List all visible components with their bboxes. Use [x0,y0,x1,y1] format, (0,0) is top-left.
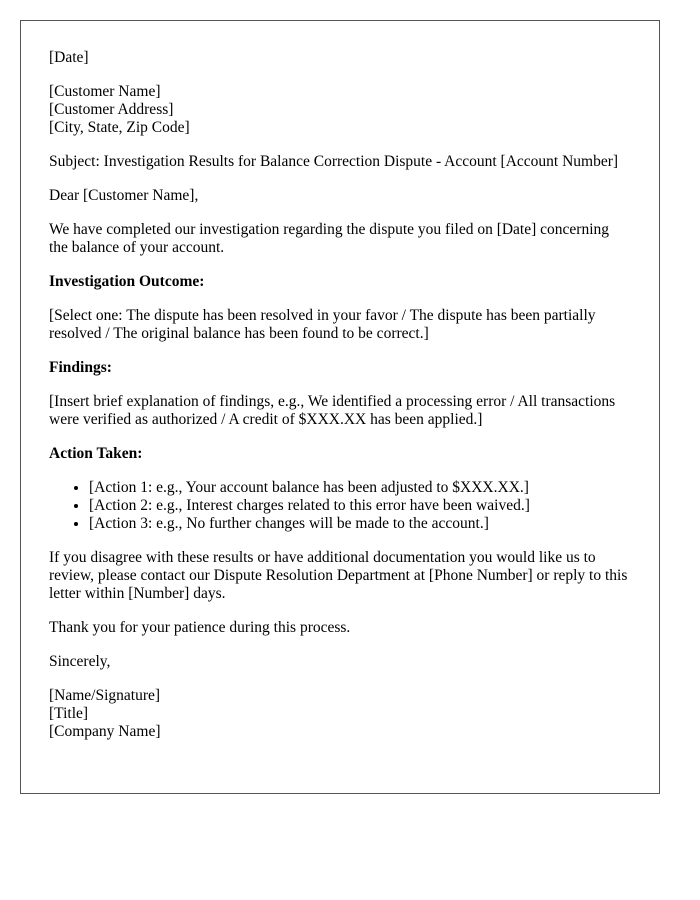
intro-paragraph: We have completed our investigation regarding the dispute you filed on [Date] concerning the balance of your account. [49,221,610,256]
letter-page [20,20,660,794]
disagree-paragraph: If you disagree with these results or have additional documentation you would like us to review, please contact our Dispute Resolution Department at [Phone Number] or reply to this letter within [Number] days. [49,549,628,602]
action-item: • [Action 3: e.g., No further changes will be made to the account.] [89,515,631,533]
recipient-block [49,83,631,137]
recipient-address: [Customer Address] [49,101,174,118]
action-item: • [Action 1: e.g., Your account balance has been adjusted to $XXX.XX.] [89,479,631,497]
findings-text: [Insert brief explanation of findings, e.g., We identified a processing error / All transactions were verified as authorized / A credit of $XXX.XX has been applied.] [49,393,616,428]
findings-heading: Findings: [49,359,112,376]
closing: Sincerely, [49,653,111,670]
signature-name: [Name/Signature] [49,687,161,704]
signature-title: [Title] [49,705,89,722]
action-item: • [Action 2: e.g., Interest charges related to this error have been waived.] [89,497,631,515]
salutation: Dear [Customer Name], [49,187,199,204]
letter-date: [Date] [49,49,89,66]
outcome-heading: Investigation Outcome: [49,273,205,290]
signature-company: [Company Name] [49,723,161,740]
actions-heading: Action Taken: [49,445,143,462]
thanks-paragraph: Thank you for your patience during this process. [49,619,351,636]
recipient-city-state-zip: [City, State, Zip Code] [49,119,190,136]
outcome-text: [Select one: The dispute has been resolved in your favor / The dispute has been partially resolved / The original balance has been found to be correct.] [49,307,596,342]
recipient-name: [Customer Name] [49,83,161,100]
signature-block [49,687,631,741]
actions-list [49,479,631,533]
subject-line: Subject: Investigation Results for Balance Correction Dispute - Account [Account Number] [49,153,619,170]
